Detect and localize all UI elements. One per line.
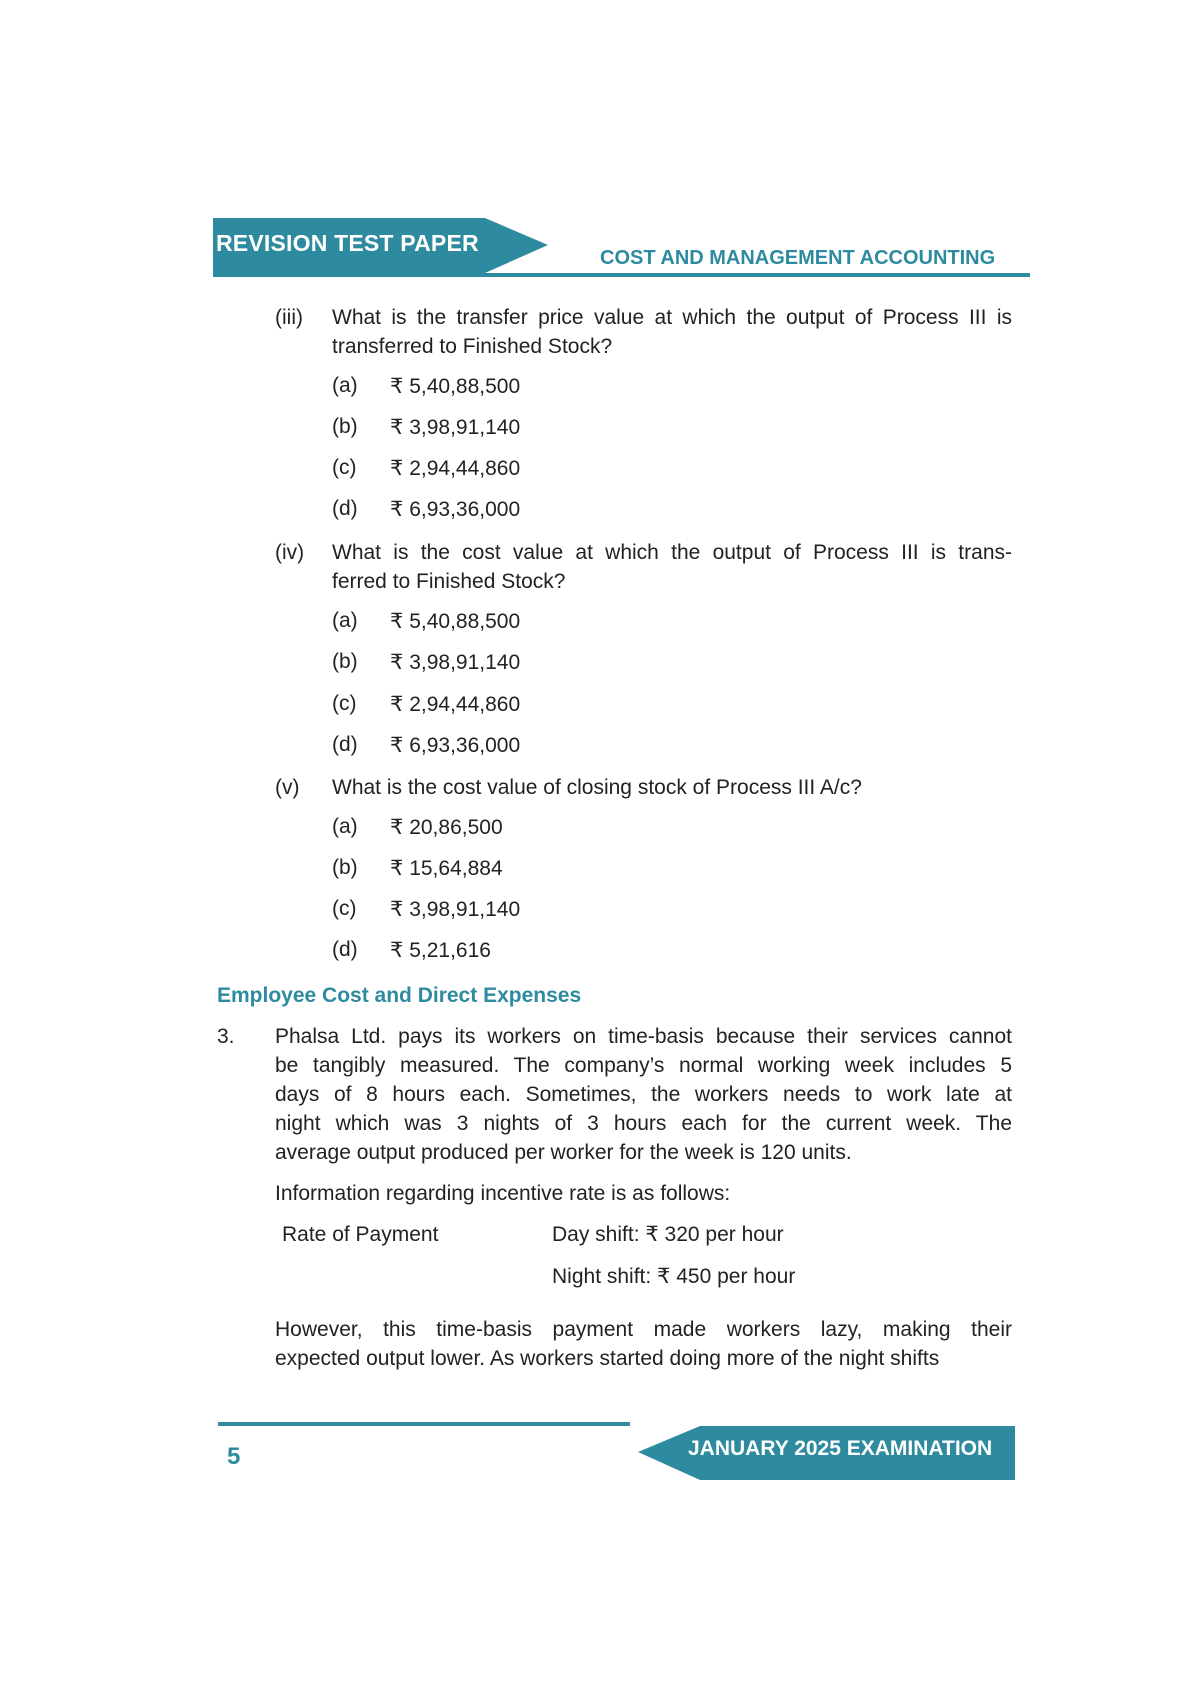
- rate-night: Night shift: ₹ 450 per hour: [552, 1265, 796, 1288]
- option-label: (b): [332, 856, 358, 879]
- rate-day: Day shift: ₹ 320 per hour: [552, 1223, 784, 1246]
- question-text: What is the cost value at which the output of Process III is trans-: [332, 541, 1012, 564]
- paragraph-line: average output produced per worker for the week is 120 units.: [275, 1141, 852, 1164]
- option-value: ₹ 5,40,88,500: [390, 375, 521, 398]
- header-title: REVISION TEST PAPER: [216, 230, 479, 256]
- question-text: What is the cost value of closing stock of Process III A/c?: [332, 776, 862, 799]
- option-label: (a): [332, 609, 358, 632]
- paragraph-line: days of 8 hours each. Sometimes, the workers needs to work late at: [275, 1083, 1012, 1106]
- header-rule: [213, 273, 1030, 277]
- option-label: (d): [332, 733, 358, 756]
- option-label: (a): [332, 815, 358, 838]
- footer-exam: JANUARY 2025 EXAMINATION: [688, 1437, 993, 1460]
- option-label: (c): [332, 692, 357, 715]
- paragraph-line: night which was 3 nights of 3 hours each for the current week. The: [275, 1112, 1012, 1135]
- question-text: ferred to Finished Stock?: [332, 570, 566, 593]
- footer-rule: [218, 1422, 630, 1426]
- option-value: ₹ 15,64,884: [390, 857, 503, 880]
- paragraph-line: expected output lower. As workers started doing more of the night shifts: [275, 1347, 940, 1370]
- option-value: ₹ 6,93,36,000: [390, 498, 521, 521]
- question-text: What is the transfer price value at which the output of Process III is: [332, 306, 1012, 329]
- page-number: 5: [227, 1443, 241, 1470]
- paragraph-line: However, this time-basis payment made workers lazy, making their: [275, 1318, 1012, 1341]
- option-value: ₹ 2,94,44,860: [390, 457, 521, 480]
- option-label: (c): [332, 456, 357, 479]
- question-text: transferred to Finished Stock?: [332, 335, 613, 358]
- option-label: (d): [332, 497, 358, 520]
- problem-number: 3.: [217, 1025, 235, 1048]
- option-value: ₹ 5,40,88,500: [390, 610, 521, 633]
- option-value: ₹ 6,93,36,000: [390, 734, 521, 757]
- option-value: ₹ 3,98,91,140: [390, 651, 521, 674]
- question-number: (iv): [275, 541, 305, 564]
- paragraph-line: be tangibly measured. The company’s normal working week includes 5: [275, 1054, 1012, 1077]
- option-value: ₹ 2,94,44,860: [390, 693, 521, 716]
- option-label: (c): [332, 897, 357, 920]
- question-number: (v): [275, 776, 300, 799]
- option-value: ₹ 20,86,500: [390, 816, 503, 839]
- option-label: (b): [332, 650, 358, 673]
- option-value: ₹ 3,98,91,140: [390, 898, 521, 921]
- section-heading: Employee Cost and Direct Expenses: [217, 984, 582, 1007]
- option-label: (a): [332, 374, 358, 397]
- header-subject: COST AND MANAGEMENT ACCOUNTING: [600, 247, 996, 269]
- option-value: ₹ 3,98,91,140: [390, 416, 521, 439]
- paragraph-line: Information regarding incentive rate is as follows:: [275, 1182, 731, 1205]
- option-value: ₹ 5,21,616: [390, 939, 491, 962]
- paragraph-line: Phalsa Ltd. pays its workers on time-basis because their services cannot: [275, 1025, 1012, 1048]
- option-label: (b): [332, 415, 358, 438]
- question-number: (iii): [275, 306, 303, 329]
- option-label: (d): [332, 938, 358, 961]
- rate-label: Rate of Payment: [282, 1223, 439, 1246]
